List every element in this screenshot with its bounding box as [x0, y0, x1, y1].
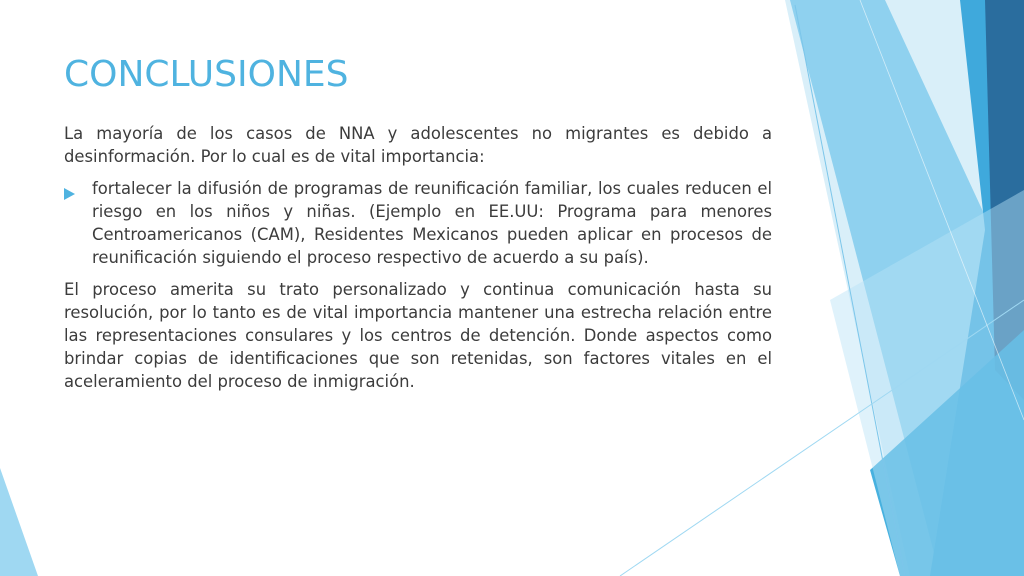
triangle-bullet-icon: [64, 177, 92, 269]
bullet-text: fortalecer la difusión de programas de reunificación familiar, los cuales reducen el riesgo en los niños y niñas. (Ejemplo en EE.UU: Programa para menores Centroamericanos (CAM), Residentes Mexicanos pueden aplicar en procesos de reunificación siguiendo el proceso respectivo de acuerdo a su país).: [92, 179, 772, 267]
slide-body: [64, 122, 772, 393]
intro-paragraph: La mayoría de los casos de NNA y adolescentes no migrantes es debido a desinformación. Por lo cual es de vital importancia:: [64, 124, 772, 166]
slide-title: CONCLUSIONES: [64, 54, 349, 95]
bullet-item: [64, 177, 772, 269]
closing-paragraph: El proceso amerita su trato personalizado y continua comunicación hasta su resolución, por lo tanto es de vital importancia mantener una estrecha relación entre las representaciones consulares y los centros de detención. Donde aspectos como brindar copias de identificaciones que son retenidas, son factores vitales en el aceleramiento del proceso de inmigración.: [64, 280, 772, 391]
left-triangle-shape: [0, 468, 38, 576]
